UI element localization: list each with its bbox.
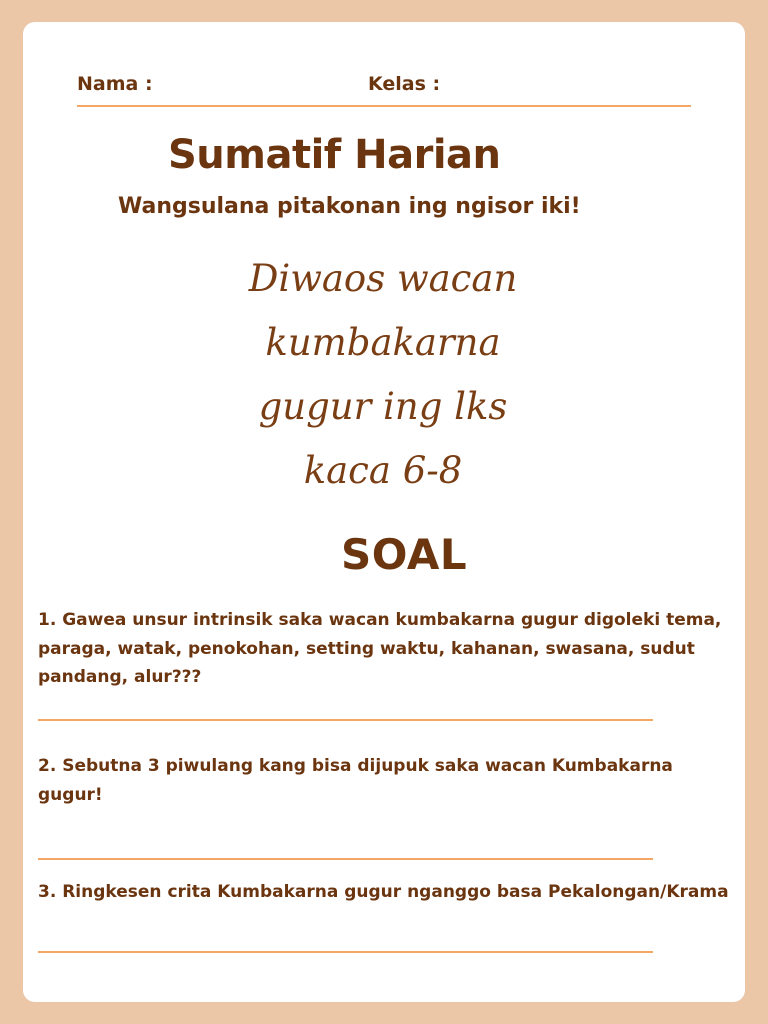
question-3: 3. Ringkesen crita Kumbakarna gugur nganggo basa Pekalongan/Krama [38, 882, 729, 902]
instruction-line-4: kaca 6-8 [303, 449, 463, 492]
class-label: Kelas : [368, 73, 441, 95]
question-1: 1. Gawea unsur intrinsik saka wacan kumbakarna gugur digoleki tema, paraga, watak, penokohan, setting waktu, kahanan, swasana, sudut pandang, alur??? [38, 610, 722, 687]
instruction-line-3: gugur ing lks [258, 385, 508, 428]
instruction-line-1: Diwaos wacan [248, 257, 518, 300]
name-class-line [77, 105, 691, 107]
page-title: Sumatif Harian [168, 132, 501, 178]
question-2: 2. Sebutna 3 piwulang kang bisa dijupuk saka wacan Kumbakarna gugur! [38, 756, 673, 805]
page-subtitle: Wangsulana pitakonan ing ngisor iki! [118, 194, 581, 219]
reading-instruction [223, 247, 543, 503]
answer-line-2 [38, 858, 653, 860]
name-label: Nama : [77, 73, 153, 95]
instruction-line-2: kumbakarna [265, 321, 501, 364]
answer-line-1 [38, 719, 653, 721]
worksheet-page [23, 22, 745, 1002]
section-heading: SOAL [341, 530, 468, 579]
answer-line-3 [38, 951, 653, 953]
